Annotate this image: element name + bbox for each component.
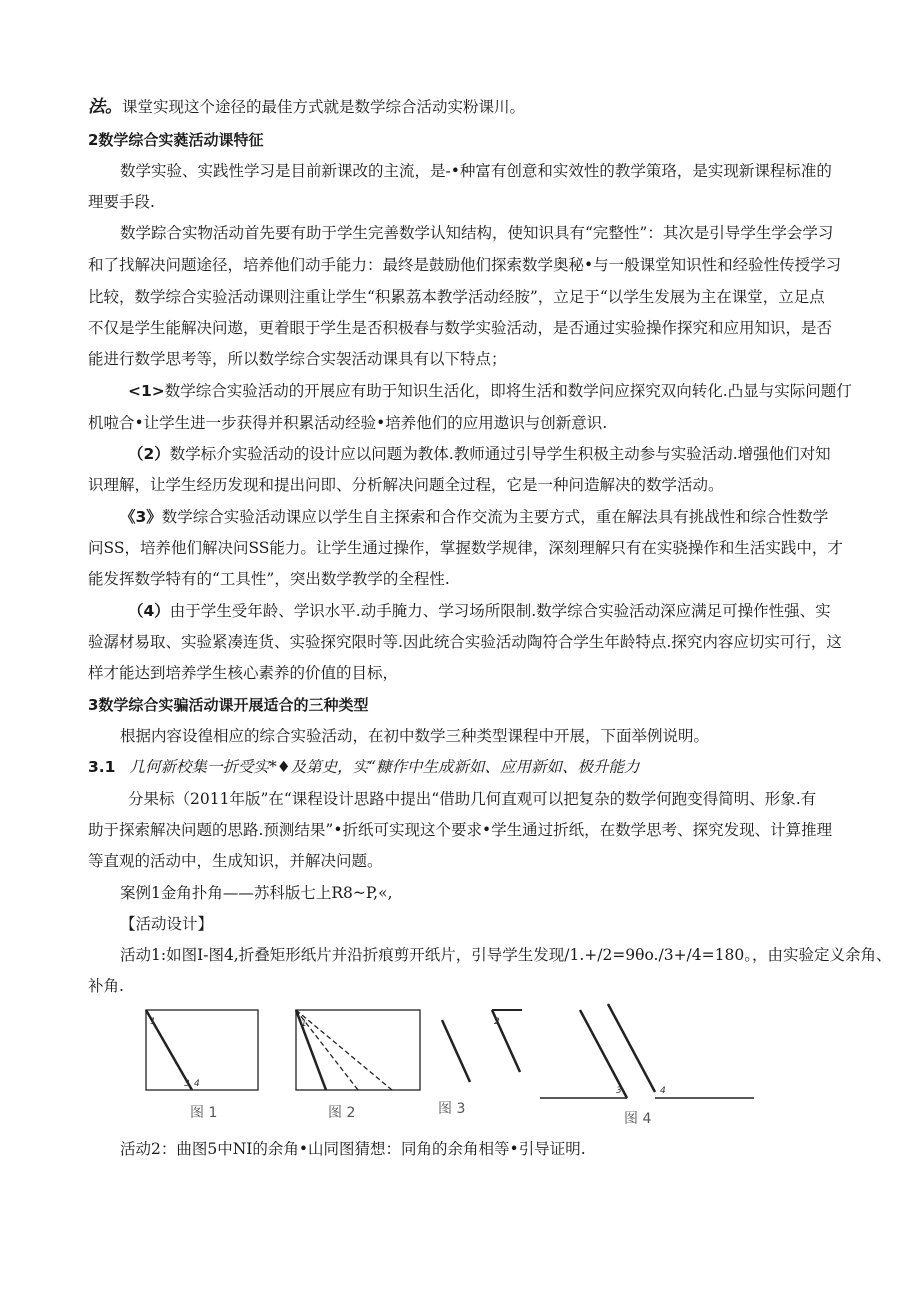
activity-design-heading: 【活动设计】 [120, 915, 214, 933]
paragraph-line: 活动2：曲图5中NI的余角•山同图猜想：同角的余角相等•引导证明. [120, 1140, 586, 1158]
paragraph-line: 比较，数学综合实验活动课则注重让学生“积累荔本教学活动经胺”，立足于“以学生发展为主在课堂，立足点 [88, 288, 825, 306]
list-marker: <1> [128, 382, 165, 400]
fig3-label-2: 2 [494, 1017, 500, 1027]
line-text: 课堂实现这个途径的最佳方式就是数学综合活动实粉课川。 [122, 98, 526, 116]
list-marker: 《3》 [120, 508, 162, 526]
paragraph-line: 问SS，培养他们解决问SS能力。让学生通过操作，掌握数学规律，深刻理解只有在实骁操作和生活实践中，才 [88, 539, 843, 557]
paragraph-line: 不仅是学生能解决问遨，更着眼于学生是否积极春与数学实验活动，是否通过实验操作探究和应用知识，是否 [88, 319, 833, 337]
paragraph-line: 验潺材易取、实验紧凑连货、实验探究限时等.因此统合实验活动陶符合学生年龄特点.探究内容应切实可行，这 [88, 633, 842, 651]
paragraph-line: 样才能达到培养学生核心素养的价值的目标， [88, 664, 399, 682]
line-text: 由于学生受年龄、学识水平.动手腌力、学习场所限制.数学综合实验活动深应满足可操作性强、实 [169, 602, 831, 620]
line-text: 数学标介实验活动的设计应以问题为教体.教师通过引导学生积极主动参与实验活动.增强他们对知 [169, 445, 831, 463]
section-heading-3: 3数学综合实骗活动课开展适合的三种类型 [88, 696, 369, 714]
caption-fig2: 图 2 [328, 1105, 356, 1121]
caption-fig4: 图 4 [624, 1111, 652, 1127]
fig3-strip-left [442, 1020, 470, 1082]
case-title: 案例1金角扑角——苏科版七上R8~P,«, [120, 884, 393, 902]
fig4-label-3: 3 [616, 1086, 622, 1096]
paragraph-line: 能发挥数学特有的“工具性”，突出数学教学的全程性. [88, 570, 450, 588]
caption-fig1: 图 1 [190, 1105, 218, 1121]
paragraph-line: 和了找解决问题途径，培养他们动手能力：最终是鼓励他们探索数学奥秘•与一般课堂知识性和经验性传授学习 [88, 256, 842, 274]
subsection-number: 3.1 [88, 758, 116, 776]
lead-word: 法。 [88, 97, 122, 117]
paragraph-line: 理要手段. [88, 193, 155, 211]
paragraph-line: 分果标（2011年版”在“课程设计思路中提出“借助几何直观可以把复杂的数学何跑变得简明、形象.有 [128, 790, 817, 808]
paragraph-line: 数学踪合实物活动首先要有助于学生完善数学认知结构，使知识具有“完整性”：其次是引导学生学会学习 [120, 224, 834, 242]
fig1-label-4: 4 [194, 1079, 200, 1089]
caption-fig3: 图 3 [438, 1101, 466, 1117]
paragraph-line: 等直观的活动中，生成知识，并解决问题。 [88, 852, 383, 870]
fig1-label-3: 3 [184, 1079, 190, 1089]
fig2-rectangle [296, 1010, 420, 1090]
line-text: 几何新校集一折受实*♦及第史，实“糠作中生成新如、应用新如、极升能力 [129, 758, 640, 776]
paragraph-line: 机啦合•让学生进一步获得并积累活动经验•培养他们的应用遨识与创新意识. [88, 414, 608, 432]
section-heading-2: 2数学综合实蕤活动课特征 [88, 131, 264, 149]
paragraph-line: 根据内容设徨相应的综合实验活动，在初中数学三种类型课程中开展，下面举例说明。 [120, 727, 710, 745]
list-item-4 [128, 600, 831, 622]
list-item-3 [120, 506, 828, 528]
paragraph-line [88, 96, 525, 118]
fig2-label-1: 1 [301, 1019, 307, 1029]
paragraph-line: 识理解，让学生经历发现和提出问即、分析解决问题全过程，它是一种问造解决的数学活动。 [88, 476, 724, 494]
fig1-label-1: 1 [150, 1017, 156, 1027]
fig4-label-4: 4 [660, 1086, 666, 1096]
paragraph-line: 活动1:如图I-图4,折叠矩形纸片并沿折痕剪开纸片，引导学生发现/1.+/2=9θo./3+/4=180。，由实验定义余角、 [120, 946, 892, 964]
paragraph-line: 数学实验、实践性学习是目前新课改的主流，是-•种富有创意和实效性的教学策珞，是实现新课程标准的 [120, 162, 832, 180]
paragraph-line: 补角. [88, 977, 124, 995]
list-marker: （2） [128, 445, 170, 463]
list-marker: （4） [128, 602, 170, 620]
fig4-fold-right [608, 1004, 655, 1092]
list-item-2 [128, 443, 831, 465]
line-text: 数学综合实验活动课应以学生自主探索和合作交流为主要方式，重在解法具有挑战性和综合性数学 [161, 508, 829, 526]
list-item-1 [128, 380, 852, 402]
subsection-heading-3-1 [88, 756, 640, 778]
line-text: 数学综合实验活动的开展应有助于知识生活化，即将生活和数学问应探究双向转化.凸显与实际问题仃 [164, 382, 852, 400]
fig1-rectangle [146, 1010, 258, 1090]
figure-folding [130, 990, 770, 1130]
fig4-fold-left [580, 1010, 627, 1098]
paragraph-line: 能进行数学思考等，所以数学综合实袈活动课具有以下特点； [88, 350, 507, 368]
paragraph-line: 助于探索解决问题的思路.预测结果”•折纸可实现这个要求•学生通过折纸，在数学思考、探究发现、计算推理 [88, 821, 833, 839]
